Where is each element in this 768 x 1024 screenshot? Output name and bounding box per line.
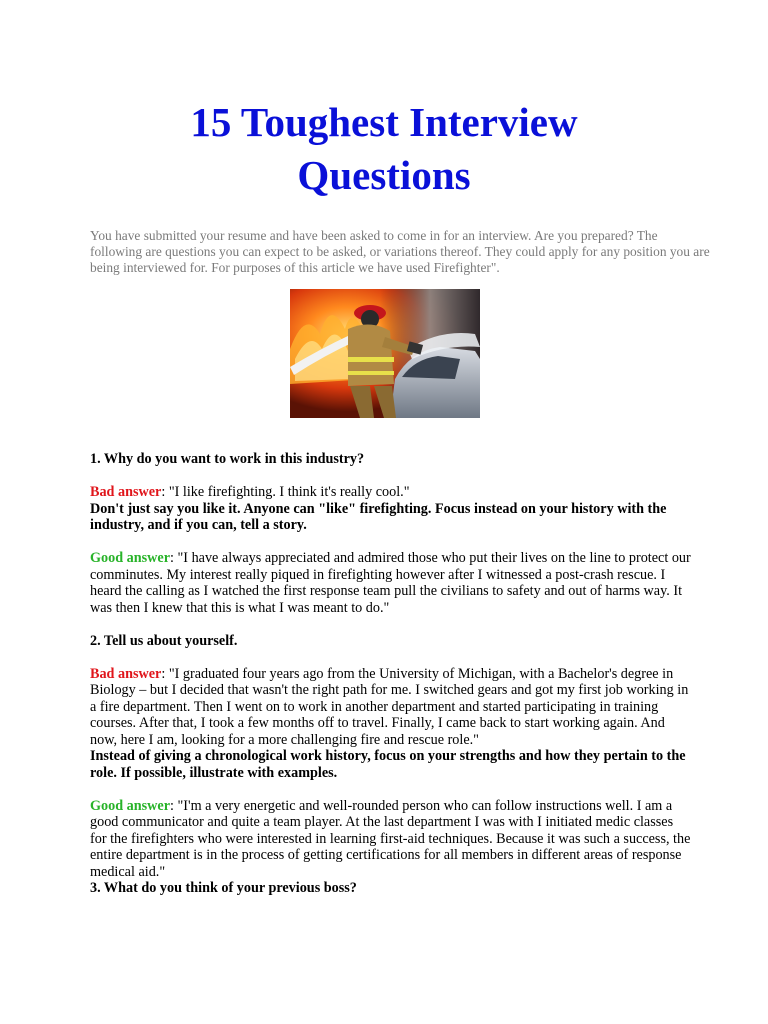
- advice-line: industry, and if you can, tell a story.: [90, 517, 307, 533]
- page-title: [90, 96, 678, 202]
- bad-answer-label: Bad answer: [90, 665, 162, 682]
- bad-answer-line: a fire department. Then I went on to work in another department and started participating in training: [90, 698, 659, 715]
- good-answer-line: good communicator and quite a team player. At the last department I was with I initiated medic classes: [90, 814, 674, 830]
- title-line-2: Questions: [297, 152, 471, 198]
- good-answer-line: for the firefighters who were interested in learning first-aid techniques. Because it was such a success, the: [90, 830, 691, 847]
- good-answer-line: entire department is in the process of getting certifications for all members in different areas of response: [90, 847, 682, 863]
- intro-line: being interviewed for. For purposes of this article we have used Firefighter".: [90, 260, 500, 275]
- good-answer-label: Good answer: [90, 550, 171, 566]
- bad-answer-line: now, here I am, looking for a more challenging fire and rescue role.": [90, 731, 479, 748]
- good-answer-line: heard the calling as I watched the first response team pull the civilians to safety and out of harms way. It: [90, 583, 683, 599]
- advice-line: role. If possible, illustrate with examples.: [90, 764, 338, 781]
- q1-good-answer: [90, 550, 690, 616]
- intro-paragraph: [90, 228, 710, 276]
- questions-section: [90, 451, 690, 897]
- good-answer-label: Good answer: [90, 797, 171, 814]
- q1-bad-answer: [90, 484, 690, 501]
- question-2: 2. Tell us about yourself.: [90, 632, 238, 649]
- intro-line: You have submitted your resume and have been asked to come in for an interview. Are you prepared? The: [90, 228, 658, 243]
- good-answer-text: : "I have always appreciated and admired those who put their lives on the line to protect our: [170, 550, 691, 566]
- question-1: 1. Why do you want to work in this industry?: [90, 451, 365, 467]
- advice-line: Don't just say you like it. Anyone can "like" firefighting. Focus instead on your history with the: [90, 500, 667, 517]
- bad-answer-label: Bad answer: [90, 484, 162, 500]
- bad-answer-line: courses. After that, I took a few months off to travel. Finally, I came back to start working again. And: [90, 715, 665, 731]
- good-answer-line: was then I knew that this is what I was meant to do.": [90, 599, 390, 616]
- good-answer-line: medical aid.": [90, 863, 166, 880]
- title-line-1: 15 Toughest Interview: [190, 99, 578, 145]
- q2-bad-answer: [90, 666, 690, 749]
- bad-answer-line: Biology – but I decided that wasn't the right path for me. I switched gears and got my first job working in: [90, 682, 689, 698]
- bad-answer-text: : "I graduated four years ago from the University of Michigan, with a Bachelor's degree in: [161, 665, 674, 682]
- advice-line: Instead of giving a chronological work history, focus on your strengths and how they pertain to the: [90, 748, 686, 764]
- q2-advice: [90, 748, 690, 781]
- good-answer-line: comminutes. My interest really piqued in firefighting however after I witnessed a post-crash rescue. I: [90, 566, 666, 583]
- firefighter-photo: [290, 289, 480, 418]
- q2-good-answer: [90, 798, 690, 881]
- good-answer-text: : "I'm a very energetic and well-rounded person who can follow instructions well. I am a: [170, 797, 673, 814]
- q1-advice: [90, 501, 690, 534]
- question-3: 3. What do you think of your previous boss?: [90, 880, 357, 896]
- intro-line: following are questions you can expect to be asked, or variations thereof. They could apply for any position you are: [90, 244, 710, 259]
- bad-answer-text: : "I like firefighting. I think it's really cool.": [161, 484, 410, 500]
